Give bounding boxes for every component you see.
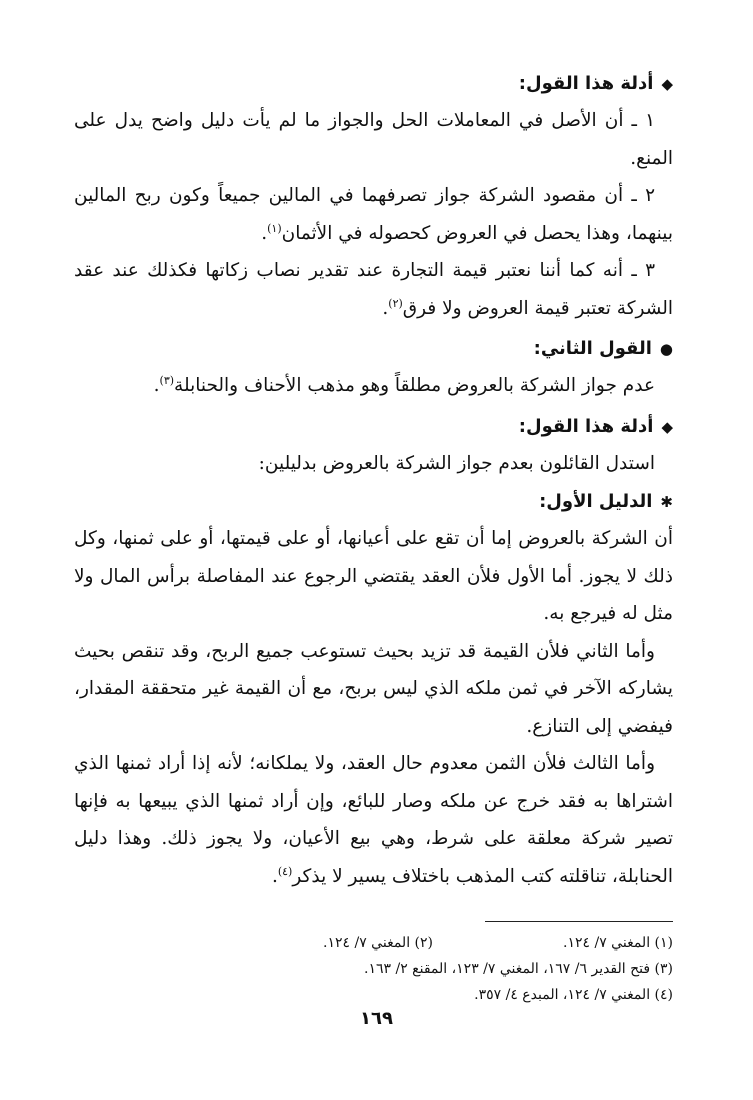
footnote-ref-4: (٤) bbox=[277, 864, 293, 878]
paragraph-proof-body-1: أن الشركة بالعروض إما أن تقع على أعيانها، أو على قيمتها، أو على ثمنها، وكل ذلك لا يجوز. أما الأول فلأن العقد يقتضي الرجوع عند المفاصلة برأس المال ولا مثل له فيرجع به. bbox=[74, 528, 673, 624]
footnote-row-1 bbox=[74, 930, 673, 956]
page-number: ١٦٩ bbox=[360, 1008, 393, 1029]
circle-bullet-icon: ● bbox=[659, 340, 673, 358]
paragraph-text: ٢ ـ أن مقصود الشركة جواز تصرفهما في المالين جميعاً وكون ربح المالين بينهما، وهذا يحصل في العروض كحصوله في الأثمان bbox=[74, 185, 673, 244]
paragraph-point-1: ١ ـ أن الأصل في المعاملات الحل والجواز ما لم يأت دليل واضح يدل على المنع. bbox=[74, 110, 673, 169]
footnote-ref-1: (١) bbox=[267, 221, 282, 235]
paragraph-point-2 bbox=[74, 177, 673, 252]
footnote-divider bbox=[485, 921, 673, 922]
asterisk-bullet-icon: ✱ bbox=[660, 493, 673, 511]
heading-text: القول الثاني: bbox=[533, 338, 652, 359]
diamond-bullet-icon: ◆ bbox=[661, 417, 673, 436]
section-heading-evidence-1 bbox=[74, 66, 673, 102]
paragraph-text: ٣ ـ أنه كما أننا نعتبر قيمة التجارة عند تقدير نصاب زكاتها فكذلك عند عقد الشركة تعتبر قيمة العروض ولا فرق bbox=[74, 260, 673, 319]
section-heading-first-proof bbox=[74, 484, 673, 520]
paragraph-end: . bbox=[153, 375, 160, 396]
footnote-1: (١) المغني ٧/ ١٢٤. bbox=[563, 935, 673, 951]
paragraph-text: عدم جواز الشركة بالعروض مطلقاً وهو مذهب الأحناف والحنابلة bbox=[174, 375, 655, 396]
paragraph-intro: استدل القائلون بعدم جواز الشركة بالعروض بدليلين: bbox=[258, 452, 655, 474]
heading-text: أدلة هذا القول: bbox=[518, 73, 654, 94]
paragraph-text: وأما الثالث فلأن الثمن معدوم حال العقد، ولا يملكانه؛ لأنه إذا أراد ثمنها الذي اشتراها به فقد خرج عن ملكه وصار للبائع، وإن أراد ثمنها الذي يبيعها به فإنها تصير شركة معلقة على شرط، وهي بيع الأعيان، ولا يجوز ذلك. وهذا دليل الحنابلة، تناقلته كتب المذهب باختلاف يسير لا يذكر bbox=[74, 753, 673, 887]
heading-text: الدليل الأول: bbox=[539, 491, 653, 512]
paragraph-point-3 bbox=[74, 252, 673, 327]
diamond-bullet-icon: ◆ bbox=[661, 75, 673, 93]
footnote-3: (٣) فتح القدير ٦/ ١٦٧، المغني ٧/ ١٢٣، المقنع ٢/ ١٦٣. bbox=[364, 961, 673, 977]
footnote-ref-2: (٢) bbox=[388, 296, 403, 310]
paragraph-end: . bbox=[271, 865, 278, 887]
section-heading-evidence-2 bbox=[74, 409, 673, 445]
heading-text: أدلة هذا القول: bbox=[518, 415, 654, 437]
paragraph-second-opinion bbox=[74, 367, 673, 405]
paragraph-proof-body-3 bbox=[74, 745, 673, 895]
paragraph-end: . bbox=[261, 222, 268, 244]
footnote-4: (٤) المغني ٧/ ١٢٤، المبدع ٤/ ٣٥٧. bbox=[474, 987, 673, 1003]
section-heading-second-opinion bbox=[74, 331, 673, 367]
paragraph-proof-body-2: وأما الثاني فلأن القيمة قد تزيد بحيث تستوعب جميع الربح، وقد تنقص بحيث يشاركه الآخر في ثمن ملكه الذي ليس بربح، مع أن القيمة غير متحققة المقدار، فيفضي إلى التنازع. bbox=[74, 640, 673, 737]
footnote-ref-3: (٣) bbox=[159, 373, 175, 387]
paragraph-end: . bbox=[382, 297, 389, 319]
footnote-2: (٢) المغني ٧/ ١٢٤. bbox=[323, 935, 433, 951]
